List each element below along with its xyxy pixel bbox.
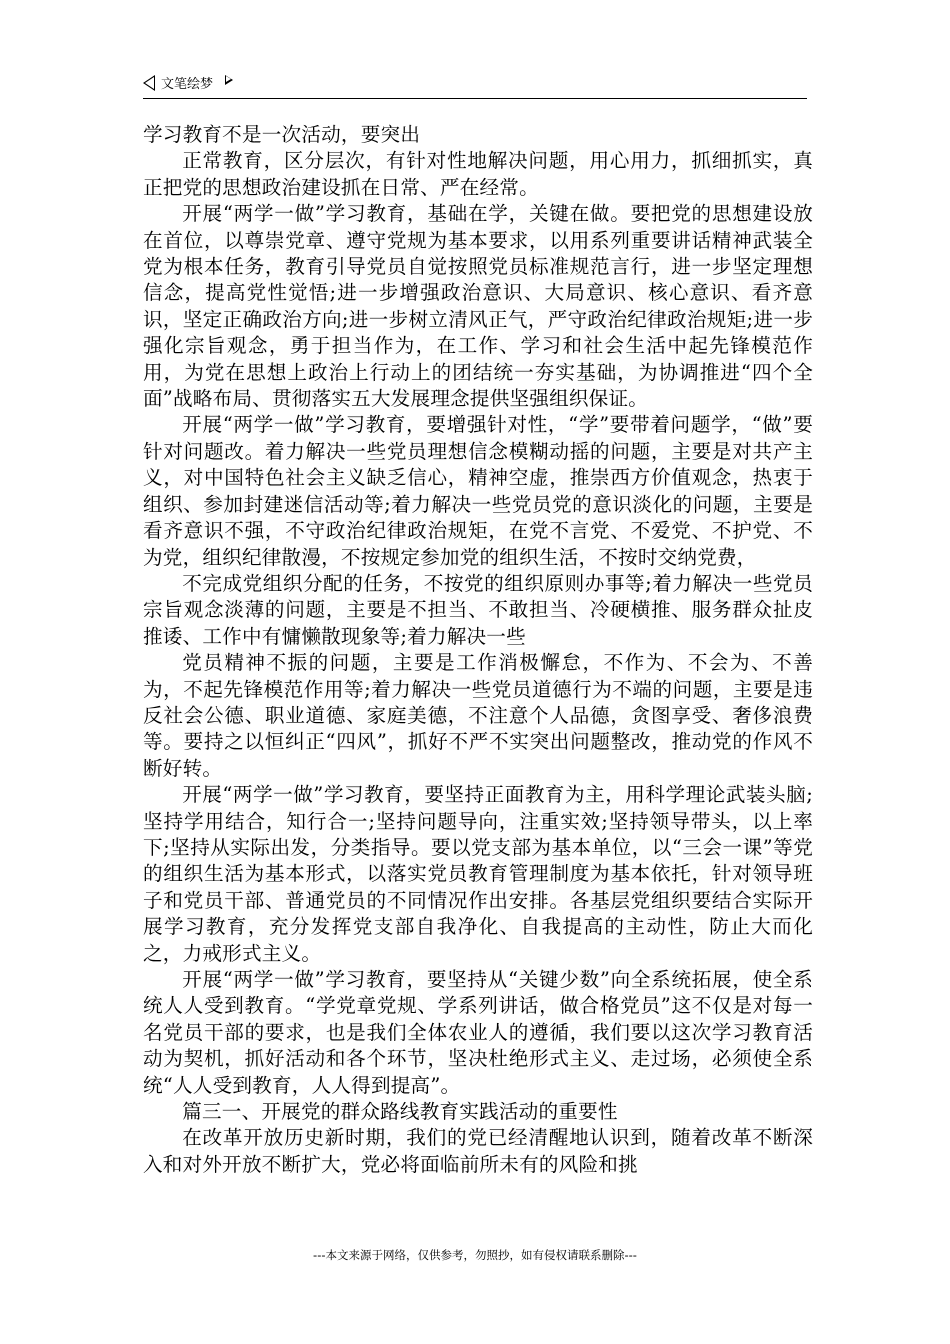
paragraph-4: 不完成党组织分配的任务，不按党的组织原则办事等;着力解决一些党员宗旨观念淡薄的问题，主要是不担当、不敢担当、冷硬横推、服务群众扯皮推诿、工作中有慵懒散现象等;着力解决一些 [143, 571, 813, 648]
brand-name: 文笔绘梦 [161, 77, 214, 92]
footer-notice: ---本文来源于网络，仅供参考，勿照抄，如有侵权请联系删除--- [313, 1248, 637, 1262]
triangle-right-icon [225, 75, 233, 85]
paragraph-0: 学习教育不是一次活动，要突出 [143, 123, 421, 146]
paragraph-9: 在改革开放历史新时期，我们的党已经清醒地认识到，随着改革不断深入和对外开放不断扩大，党必将面临前所未有的风险和挑 [143, 1126, 813, 1176]
triangle-left-icon [143, 75, 155, 91]
document-body [143, 122, 813, 1178]
paragraph-6: 开展“两学一做”学习教育，要坚持正面教育为主，用科学理论武装头脑;坚持学用结合，知行合一;坚持问题导向，注重实效;坚持领导带头，以上率下;坚持从实际出发，分类指导。要以党支部为基本单位，以“三会一课”等党的组织生活为基本形式，以落实党员教育管理制度为基本依托，针对领导班子和党员干部、普通党员的不同情况作出安排。各基层党组织要结合实际开展学习教育，充分发挥党支部自我净化、自我提高的主动性，防止大而化之，力戒形式主义。 [143, 783, 813, 965]
paragraph-3: 开展“两学一做”学习教育，要增强针对性，“学”要带着问题学，“做”要针对问题改。着力解决一些党员理想信念模糊动摇的问题，主要是对共产主义，对中国特色社会主义缺乏信心，精神空虚，推崇西方价值观念，热衷于组织、参加封建迷信活动等;着力解决一些党员党的意识淡化的问题，主要是看齐意识不强，不守政治纪律政治规矩，在党不言党、不爱党、不护党、不为党，组织纪律散漫，不按规定参加党的组织生活，不按时交纳党费， [143, 413, 813, 569]
paragraph-1: 正常教育，区分层次，有针对性地解决问题，用心用力，抓细抓实，真正把党的思想政治建设抓在日常、严在经常。 [143, 149, 813, 199]
section-heading: 篇三一、开展党的群众路线教育实践活动的重要性 [182, 1100, 618, 1124]
brand [143, 73, 233, 92]
paragraph-5: 党员精神不振的问题，主要是工作消极懈怠，不作为、不会为、不善为，不起先锋模范作用等;着力解决一些党员道德行为不端的问题，主要是违反社会公德、职业道德、家庭美德，不注意个人品德，贪图享受、奢侈浪费等。要持之以恒纠正“四风”，抓好不严不实突出问题整改，推动党的作风不断好转。 [143, 651, 813, 780]
paragraph-7: 开展“两学一做”学习教育，要坚持从“关键少数”向全系统拓展，使全系统人人受到教育。“学党章党规、学系列讲话，做合格党员”这不仅是对每一名党员干部的要求，也是我们全体农业人的遵循，我们要以这次学习教育活动为契机，抓好活动和各个环节，坚决杜绝形式主义、走过场，必须使全系统“人人受到教育，人人得到提高”。 [143, 968, 813, 1097]
paragraph-2: 开展“两学一做”学习教育，基础在学，关键在做。要把党的思想建设放在首位，以尊崇党章、遵守党规为基本要求，以用系列重要讲话精神武装全党为根本任务，教育引导党员自觉按照党员标准规范言行，进一步坚定理想信念，提高党性觉悟;进一步增强政治意识、大局意识、核心意识、看齐意识，坚定正确政治方向;进一步树立清风正气，严守政治纪律政治规矩;进一步强化宗旨观念，勇于担当作为，在工作、学习和社会生活中起先锋模范作用，为党在思想上政治上行动上的团结统一夯实基础，为协调推进“四个全面”战略布局、贯彻落实五大发展理念提供坚强组织保证。 [143, 202, 813, 411]
page-header [143, 70, 807, 99]
